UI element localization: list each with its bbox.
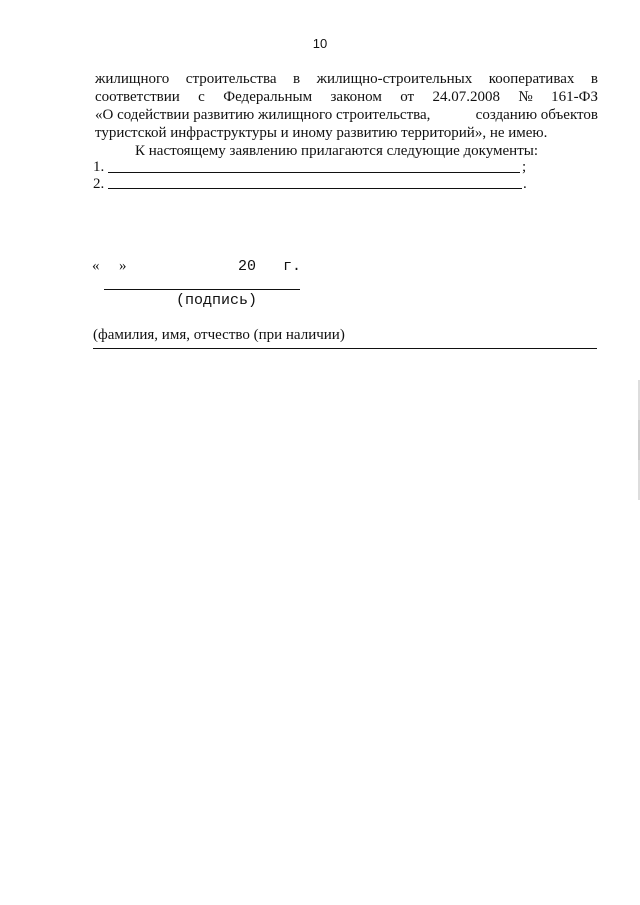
paragraph-line-4: туристской инфраструктуры и иному развитию территорий», не имею.	[95, 125, 548, 141]
word: соответствии	[95, 89, 180, 105]
word: строительства	[185, 71, 277, 87]
page-number: 10	[312, 36, 328, 51]
word: законом	[330, 89, 382, 105]
text-segment: «О содействии развитию жилищного строительства,	[95, 107, 431, 123]
word: в	[590, 71, 598, 87]
word: жилищно-строительных	[316, 71, 473, 87]
word: в	[293, 71, 301, 87]
word: от	[400, 89, 415, 105]
word: 24.07.2008	[432, 89, 500, 105]
attachment-item-1-blank[interactable]	[108, 172, 520, 173]
word: с	[198, 89, 205, 105]
fullname-label: (фамилия, имя, отчество (при наличии)	[93, 327, 345, 343]
word: Федеральным	[223, 89, 313, 105]
paragraph-line-3	[95, 106, 598, 124]
date-close-quote: »	[119, 258, 127, 274]
signature-label: (подпись)	[176, 292, 258, 309]
paragraph-line-2	[95, 88, 598, 106]
signature-line[interactable]	[104, 289, 300, 290]
paragraph-line-1	[95, 70, 598, 88]
attachment-item-2-blank[interactable]	[108, 188, 522, 189]
text-segment: созданию объектов	[475, 107, 598, 123]
attachment-item-number: 1.	[93, 159, 105, 175]
attachment-item-end: ;	[522, 159, 527, 175]
attachment-item-end: .	[523, 176, 527, 192]
date-year-suffix: г.	[283, 258, 302, 275]
fullname-line[interactable]	[93, 348, 597, 349]
word: 161-ФЗ	[551, 89, 598, 105]
attachment-item-number: 2.	[93, 176, 105, 192]
word: №	[518, 89, 533, 105]
attachments-intro: К настоящему заявлению прилагаются следующие документы:	[135, 143, 539, 159]
date-year-prefix: 20	[238, 258, 257, 275]
date-open-quote: «	[92, 258, 100, 274]
word: кооперативах	[488, 71, 575, 87]
word: жилищного	[95, 71, 170, 87]
